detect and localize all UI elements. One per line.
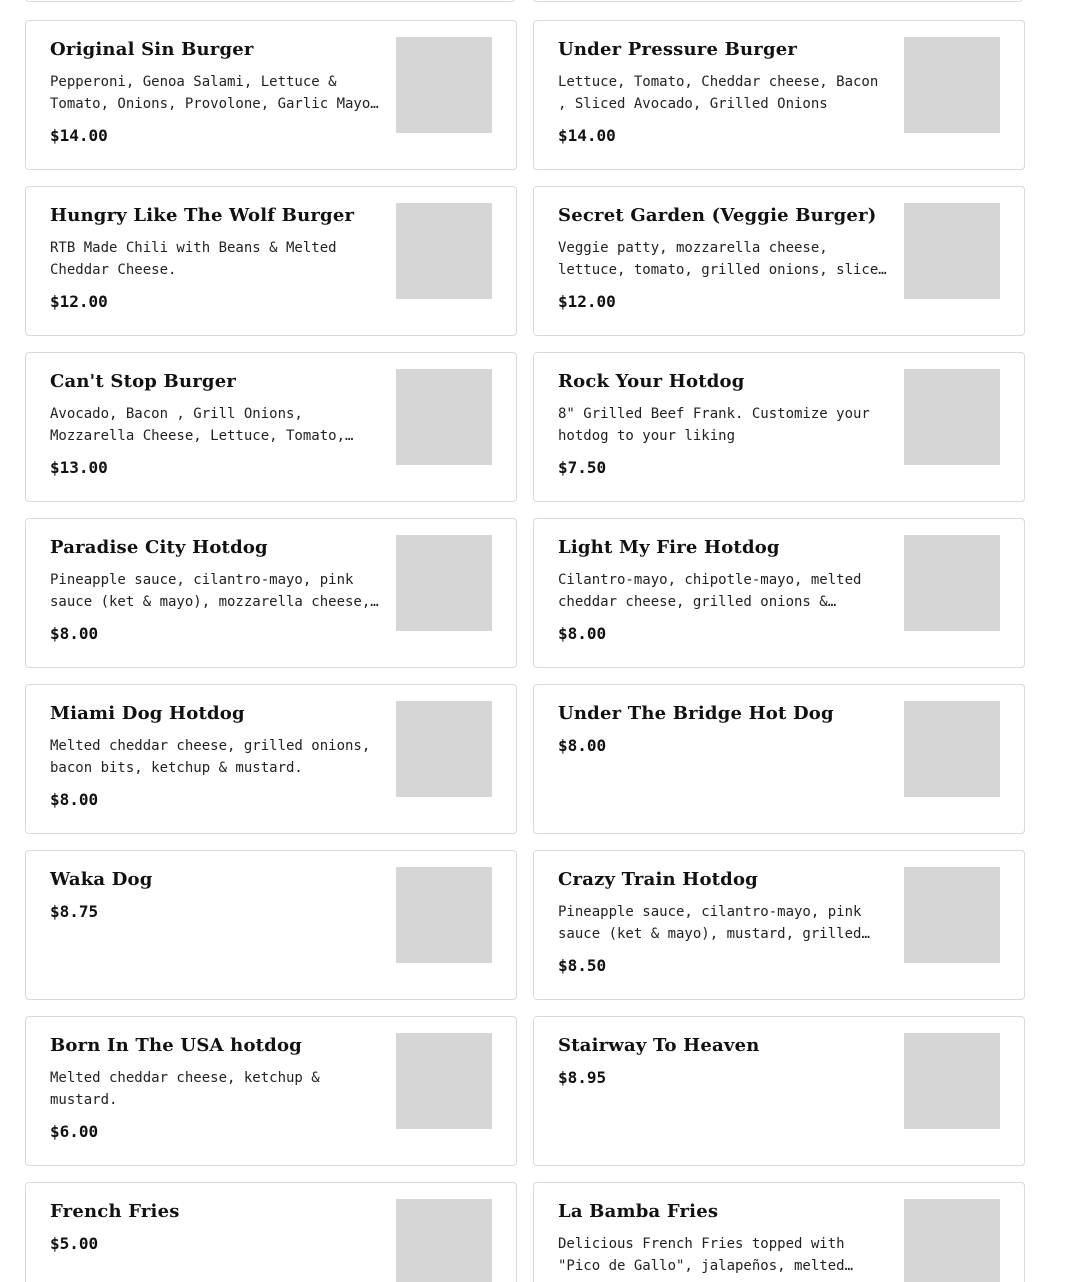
- menu-item-text: [558, 535, 888, 645]
- menu-item-text: [50, 867, 380, 923]
- menu-item-image: [396, 867, 492, 963]
- menu-item-name: Can't Stop Burger: [50, 371, 237, 392]
- menu-item-name: Crazy Train Hotdog: [558, 869, 758, 890]
- menu-item-text: [558, 37, 888, 147]
- menu-item-description: 8" Grilled Beef Frank. Customize your hotdog to your liking: [558, 406, 870, 444]
- menu-item-name: La Bamba Fries: [558, 1201, 719, 1222]
- menu-item-image: [904, 1033, 1000, 1129]
- menu-item-card[interactable]: [25, 518, 517, 668]
- menu-item-description: Veggie patty, mozzarella cheese, lettuce, tomato, grilled onions, sliced: [558, 240, 887, 278]
- menu-item-name: Paradise City Hotdog: [50, 537, 268, 558]
- menu-item-card[interactable]: [25, 186, 517, 336]
- menu-item-card[interactable]: [533, 850, 1025, 1000]
- menu-item-price: $8.00: [50, 624, 99, 643]
- menu-item-text: [558, 1033, 888, 1089]
- menu-item-price: $8.75: [50, 902, 99, 921]
- menu-item-name: Light My Fire Hotdog: [558, 537, 780, 558]
- menu-item-card[interactable]: [25, 684, 517, 834]
- menu-item-price: $5.00: [50, 1234, 99, 1253]
- menu-item-card[interactable]: [25, 1016, 517, 1166]
- menu-item-card[interactable]: [25, 850, 517, 1000]
- menu-item-card[interactable]: [25, 20, 517, 170]
- menu-item-image: [396, 369, 492, 465]
- menu-item-text: [50, 1033, 380, 1143]
- menu-item-name: Stairway To Heaven: [558, 1035, 760, 1056]
- menu-item-text: [558, 1199, 888, 1282]
- menu-item-name: Under Pressure Burger: [558, 39, 798, 60]
- menu-item-text: [50, 701, 380, 811]
- menu-item-description: RTB Made Chili with Beans & Melted Cheddar Cheese.: [50, 240, 337, 278]
- menu-item-image: [904, 535, 1000, 631]
- menu-item-name: Waka Dog: [50, 869, 153, 890]
- menu-item-card-partial[interactable]: [25, 0, 515, 2]
- menu-item-image: [396, 535, 492, 631]
- menu-item-card[interactable]: [533, 352, 1025, 502]
- menu-item-name: Secret Garden (Veggie Burger): [558, 205, 877, 226]
- menu-item-price: $8.50: [558, 956, 607, 975]
- menu-item-text: [50, 37, 380, 147]
- menu-item-image: [904, 701, 1000, 797]
- menu-item-image: [396, 701, 492, 797]
- menu-item-price: $8.95: [558, 1068, 607, 1087]
- menu-item-name: Born In The USA hotdog: [50, 1035, 302, 1056]
- menu-item-price: $6.00: [50, 1122, 99, 1141]
- menu-item-price: $8.00: [50, 790, 99, 809]
- menu-item-card[interactable]: [25, 352, 517, 502]
- menu-item-image: [904, 203, 1000, 299]
- menu-item-image: [904, 1199, 1000, 1282]
- menu-item-price: $13.00: [50, 458, 108, 477]
- menu-items-grid: [25, 20, 1025, 1282]
- menu-item-description: Pineapple sauce, cilantro-mayo, pink sauce (ket & mayo), mozzarella cheese,: [50, 572, 371, 610]
- menu-item-description: Lettuce, Tomato, Cheddar cheese, Bacon , Sliced Avocado, Grilled Onions: [558, 74, 879, 112]
- menu-item-card[interactable]: [533, 186, 1025, 336]
- menu-item-image: [396, 1199, 492, 1282]
- menu-item-card[interactable]: [533, 518, 1025, 668]
- menu-item-text: [558, 203, 888, 313]
- menu-item-description: Melted cheddar cheese, grilled onions, bacon bits, ketchup & mustard.: [50, 738, 371, 776]
- menu-item-image: [904, 867, 1000, 963]
- menu-item-description: Pineapple sauce, cilantro-mayo, pink sauce (ket & mayo), mustard, grilled: [558, 904, 862, 942]
- menu-item-price: $8.00: [558, 736, 607, 755]
- menu-item-description: Delicious French Fries topped with "Pico de Gallo", jalapeños, melted: [558, 1236, 845, 1274]
- menu-item-image: [396, 1033, 492, 1129]
- menu-item-image: [904, 369, 1000, 465]
- menu-item-name: Under The Bridge Hot Dog: [558, 703, 834, 724]
- menu-item-text: [50, 203, 380, 313]
- menu-item-card[interactable]: [533, 1016, 1025, 1166]
- menu-item-card-partial[interactable]: [533, 0, 1023, 2]
- menu-item-card[interactable]: [25, 1182, 517, 1282]
- menu-item-name: Rock Your Hotdog: [558, 371, 745, 392]
- menu-item-name: Original Sin Burger: [50, 39, 254, 60]
- menu-item-price: $12.00: [558, 292, 616, 311]
- menu-item-description: Melted cheddar cheese, ketchup & mustard.: [50, 1070, 320, 1108]
- menu-item-description: Cilantro-mayo, chipotle-mayo, melted cheddar cheese, grilled onions &: [558, 572, 862, 610]
- menu-item-card[interactable]: [533, 1182, 1025, 1282]
- menu-item-text: [558, 867, 888, 977]
- menu-item-text: [558, 701, 888, 757]
- menu-item-price: $14.00: [50, 126, 108, 145]
- menu-item-price: $8.00: [558, 624, 607, 643]
- menu-item-description: Avocado, Bacon , Grill Onions, Mozzarella Cheese, Lettuce, Tomato,: [50, 406, 346, 444]
- menu-item-name: Miami Dog Hotdog: [50, 703, 245, 724]
- menu-item-price: $14.00: [558, 126, 616, 145]
- menu-item-text: [558, 369, 888, 479]
- menu-item-card[interactable]: [533, 684, 1025, 834]
- menu-item-name: French Fries: [50, 1201, 180, 1222]
- menu-item-description: Pepperoni, Genoa Salami, Lettuce & Tomato, Onions, Provolone, Garlic Mayo,: [50, 74, 379, 112]
- menu-item-name: Hungry Like The Wolf Burger: [50, 205, 355, 226]
- menu-item-image: [396, 203, 492, 299]
- menu-item-text: [50, 369, 380, 479]
- menu-item-image: [396, 37, 492, 133]
- menu-item-text: [50, 535, 380, 645]
- menu-item-price: $12.00: [50, 292, 108, 311]
- menu-item-price: $7.50: [558, 458, 607, 477]
- menu-item-text: [50, 1199, 380, 1255]
- menu-item-image: [904, 37, 1000, 133]
- menu-item-card[interactable]: [533, 20, 1025, 170]
